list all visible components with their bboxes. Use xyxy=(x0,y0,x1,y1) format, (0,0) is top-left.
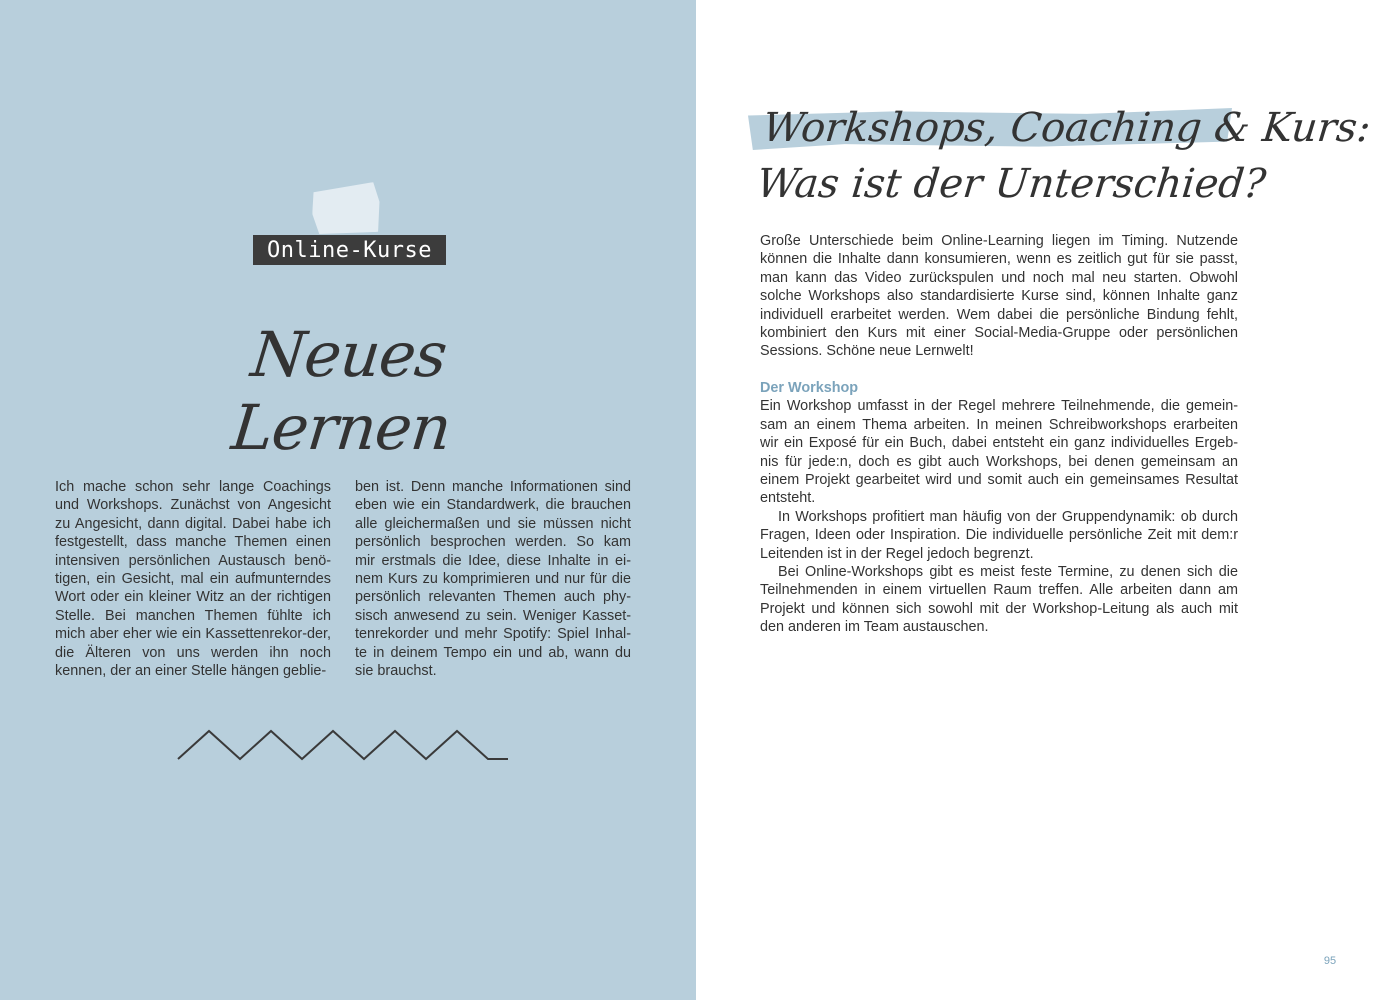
page-number: 95 xyxy=(1323,955,1337,967)
workshop-paragraph-3: Bei Online-Workshops gibt es meist feste Termine, zu denen sich die Teilnehmenden in einem virtuellen Raum treffen. Alle arbeiten dann am Projekt und können sich sowohl mit der Workshop-Leitung als auch mit den anderen im Team austauschen. xyxy=(760,564,1238,636)
left-page-title: Neues Lernen xyxy=(228,318,455,464)
heading-line-2: Was ist der Unterschied? xyxy=(754,161,1268,207)
right-page-heading xyxy=(754,100,1373,212)
intro-paragraph: Große Unterschiede beim Online-Learning liegen im Timing. Nutzende können die Inhalte dann konsumieren, wenn es zeitlich gut für sie passt, man kann das Video zurückspulen und noch mal neu starten. Obwohl solche Workshops also standardisierte Kurse sind, können Inhalte ganz individuell erarbeitet werden. Wem dabei die persönliche Bindung fehlt, kombiniert den Kurs mit einer Social-Media-Gruppe oder persönlichen Sessions. Schöne neue Lernwelt! xyxy=(760,233,1238,360)
workshop-paragraph-2: In Workshops profitiert man häufig von der Gruppendynamik: ob durch Fragen, Ideen oder Inspiration. Die individuelle persönliche Zeit mit dem:r Leitenden ist in der Regel jedoch begrenzt. xyxy=(760,508,1238,562)
zigzag-divider-icon xyxy=(176,728,510,762)
body-column-1: Ich mache schon sehr lange Coachings und Workshops. Zunächst von Angesicht zu Angesicht, dann digital. Dabei habe ich festgestellt, dass manche Themen einen intensiven persönlichen Austausch benö-tigen, ein Gesicht, mal ein aufmunterndes Wort oder ein kleiner Witz an der richtigen Stelle. Bei manchen Themen fühlte ich mich aber eher wie ein Kassettenrekor-der, die Älteren von uns werden ihn noch kennen, der an einer Stelle hängen geblie- xyxy=(55,479,331,680)
heading-line-1: Workshops, Coaching & Kurs: xyxy=(760,105,1373,151)
workshop-paragraph-1: Ein Workshop umfasst in der Regel mehrere Teilnehmende, die gemein-sam an einem Thema arbeiten. In meinen Schreibworkshops erarbeiten wir ein Exposé für ein Buch, dabei entsteht ein ganz individuelles Ergeb-nis für jede:n, doch es gibt auch Workshops, bei denen gemeinsam an einem Projekt gearbeitet wird und somit auch ein gemeinsames Resultat entsteht. xyxy=(760,398,1238,507)
section-heading: Der Workshop xyxy=(760,380,859,396)
body-column-2: ben ist. Denn manche Informationen sind eben wie ein Standardwerk, die brauchen alle gleichermaßen und sie müssen nicht persönlich besprochen werden. So kam mir erstmals die Idee, diese Inhalte in ei-nem Kurs zu komprimieren und nur für die persönlich relevanten Themen auch phy-sisch anwesend zu sein. Weniger Kasset-tenrekorder und mehr Spotify: Spiel Inhal-te in deinem Tempo ein und ab, wann du sie brauchst. xyxy=(355,479,631,680)
tape-decoration xyxy=(310,182,383,237)
workshop-section xyxy=(760,379,1238,637)
category-label: Online-Kurse xyxy=(253,235,446,265)
